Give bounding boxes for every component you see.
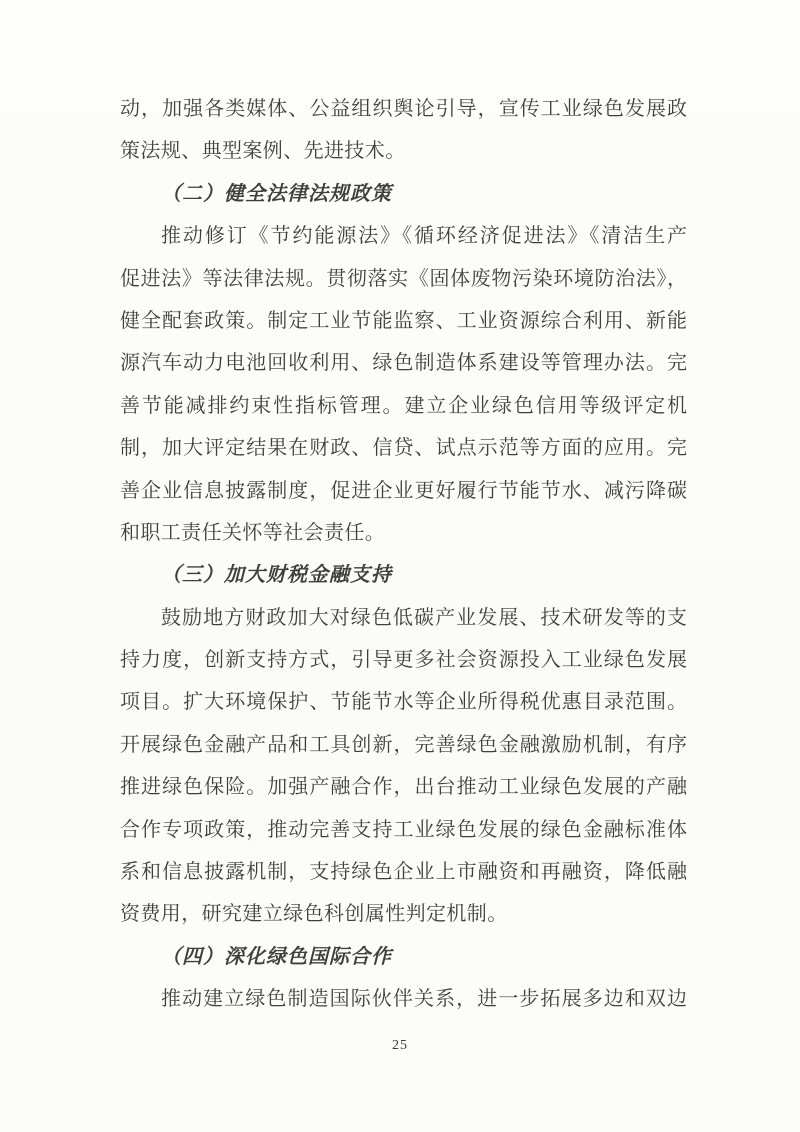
section-heading: （二）健全法律法规政策 <box>161 182 392 205</box>
text-line: 系和信息披露机制，支持绿色企业上市融资和再融资，降低融 <box>120 861 687 884</box>
document-text-block <box>120 88 687 1021</box>
text-line: 推进绿色保险。加强产融合作，出台推动工业绿色发展的产融 <box>120 776 687 799</box>
section-heading: （四）深化绿色国际合作 <box>161 945 392 968</box>
text-line: 鼓励地方财政加大对绿色低碳产业发展、技术研发等的支 <box>161 606 687 629</box>
page-number: 25 <box>392 1038 408 1053</box>
text-line: 策法规、典型案例、先进技术。 <box>120 140 406 163</box>
text-line: 善企业信息披露制度，促进企业更好履行节能节水、减污降碳 <box>120 479 687 502</box>
text-line: 开展绿色金融产品和工具创新，完善绿色金融激励机制，有序 <box>120 733 687 756</box>
text-line: 善节能减排约束性指标管理。建立企业绿色信用等级评定机 <box>120 394 687 417</box>
text-line: 和职工责任关怀等社会责任。 <box>120 521 386 544</box>
text-line: 推动修订《节约能源法》《循环经济促进法》《清洁生产 <box>161 225 687 248</box>
text-line: 持力度，创新支持方式，引导更多社会资源投入工业绿色发展 <box>120 649 687 672</box>
text-line: 推动建立绿色制造国际伙伴关系，进一步拓展多边和双边 <box>161 988 687 1011</box>
section-heading: （三）加大财税金融支持 <box>161 564 392 587</box>
text-line: 动，加强各类媒体、公益组织舆论引导，宣传工业绿色发展政 <box>120 98 687 120</box>
text-line: 促进法》等法律法规。贯彻落实《固体废物污染环境防治法》， <box>120 267 687 290</box>
text-line: 源汽车动力电池回收利用、绿色制造体系建设等管理办法。完 <box>120 352 687 375</box>
text-line: 合作专项政策，推动完善支持工业绿色发展的绿色金融标准体 <box>120 818 687 841</box>
text-line: 资费用，研究建立绿色科创属性判定机制。 <box>120 903 508 926</box>
text-line: 项目。扩大环境保护、节能节水等企业所得税优惠目录范围。 <box>120 691 687 714</box>
text-line: 制，加大评定结果在财政、信贷、试点示范等方面的应用。完 <box>120 437 687 460</box>
text-line: 健全配套政策。制定工业节能监察、工业资源综合利用、新能 <box>120 309 687 332</box>
